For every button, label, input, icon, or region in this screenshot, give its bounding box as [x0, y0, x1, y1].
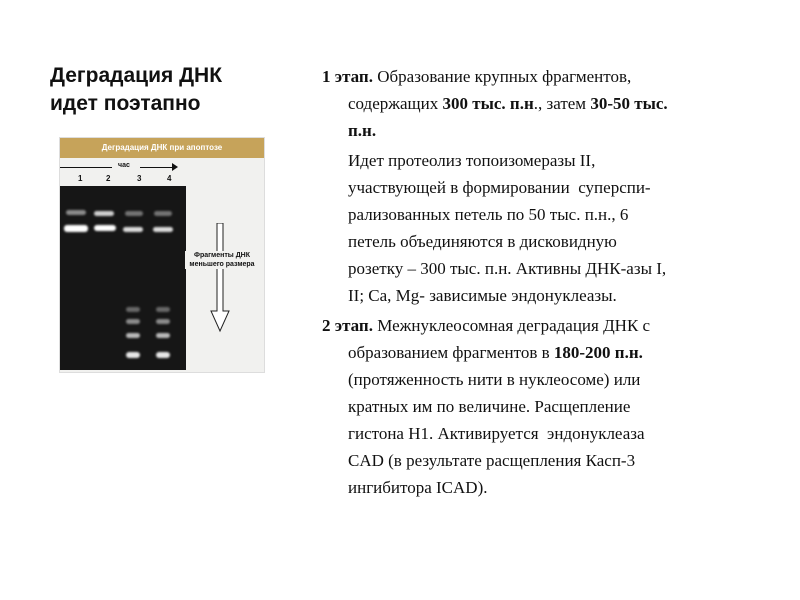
text-line	[348, 94, 668, 114]
text-line	[348, 397, 630, 417]
text: петель объединяются в дисковидную	[348, 232, 617, 251]
lane-number: 1	[78, 174, 83, 183]
text-line	[322, 316, 650, 336]
gel-band	[153, 227, 173, 232]
title-line-2: идет поэтапно	[50, 92, 201, 115]
lane-number: 3	[137, 174, 142, 183]
text-line	[348, 178, 651, 198]
gel-band	[126, 319, 140, 324]
text-line	[348, 286, 617, 306]
text-line	[348, 370, 640, 390]
text: гистона H1. Активируется эндонуклеаза	[348, 424, 645, 443]
gel-band	[94, 211, 114, 216]
gel-electrophoresis-figure	[59, 137, 265, 373]
arrow-right-icon	[172, 163, 178, 171]
text: CAD (в результате расщепления Касп-3	[348, 451, 636, 470]
time-line	[140, 167, 174, 168]
text-line	[348, 451, 635, 471]
gel-image	[60, 186, 186, 370]
bold-text: 180-200 п.н.	[553, 343, 643, 362]
gel-band	[123, 227, 143, 232]
figure-header: Деградация ДНК при апоптозе	[60, 138, 264, 158]
gel-band	[94, 225, 116, 231]
text: образованием фрагментов в	[348, 343, 554, 362]
time-label: час	[118, 162, 130, 169]
lane-number: 4	[167, 174, 172, 183]
gel-band	[156, 307, 170, 312]
text-line	[348, 259, 666, 279]
text: ., затем	[533, 94, 591, 113]
bold-text: 2 этап.	[322, 316, 373, 335]
side-label: Фрагменты ДНК меньшего размера	[185, 251, 259, 269]
gel-band	[64, 225, 88, 232]
text-line	[322, 67, 631, 87]
gel-band	[156, 319, 170, 324]
gel-band	[156, 352, 170, 358]
bold-text: 30-50 тыс.	[590, 94, 668, 113]
text: рализованных петель по 50 тыс. п.н., 6	[348, 205, 629, 224]
gel-band	[66, 210, 86, 215]
text: розетку – 300 тыс. п.н. Активны ДНК-азы I,	[348, 259, 667, 278]
text-line	[348, 343, 643, 363]
bold-text: 1 этап.	[322, 67, 373, 86]
text: кратных им по величине. Расщепление	[348, 397, 631, 416]
text-line	[348, 151, 595, 171]
text: (протяженность нити в нуклеосоме) или	[348, 370, 641, 389]
text: Образование крупных фрагментов,	[372, 67, 632, 86]
text-line	[348, 424, 645, 444]
arrow-down-icon	[210, 223, 230, 333]
gel-band	[126, 333, 140, 338]
time-line	[60, 167, 112, 168]
text: участвующей в формировании суперспи-	[348, 178, 651, 197]
time-axis	[60, 162, 190, 172]
gel-band	[125, 211, 143, 216]
gel-band	[156, 333, 170, 338]
gel-band	[126, 352, 140, 358]
text-line	[348, 478, 487, 498]
text: II; Ca, Mg- зависимые эндонуклеазы.	[348, 286, 617, 305]
title-line-1: Деградация ДНК	[50, 64, 223, 87]
bold-text: 300 тыс. п.н	[442, 94, 534, 113]
slide-title	[50, 62, 222, 118]
text: ингибитора ICAD).	[348, 478, 488, 497]
text: Идет протеолиз топоизомеразы II,	[348, 151, 596, 170]
text-line	[348, 121, 376, 141]
text-line	[348, 205, 628, 225]
text: Межнуклеосомная деградация ДНК с	[372, 316, 651, 335]
text-line	[348, 232, 617, 252]
gel-band	[126, 307, 140, 312]
bold-text: п.н.	[348, 121, 377, 140]
text: содержащих	[348, 94, 443, 113]
gel-band	[154, 211, 172, 216]
lane-number: 2	[106, 174, 111, 183]
